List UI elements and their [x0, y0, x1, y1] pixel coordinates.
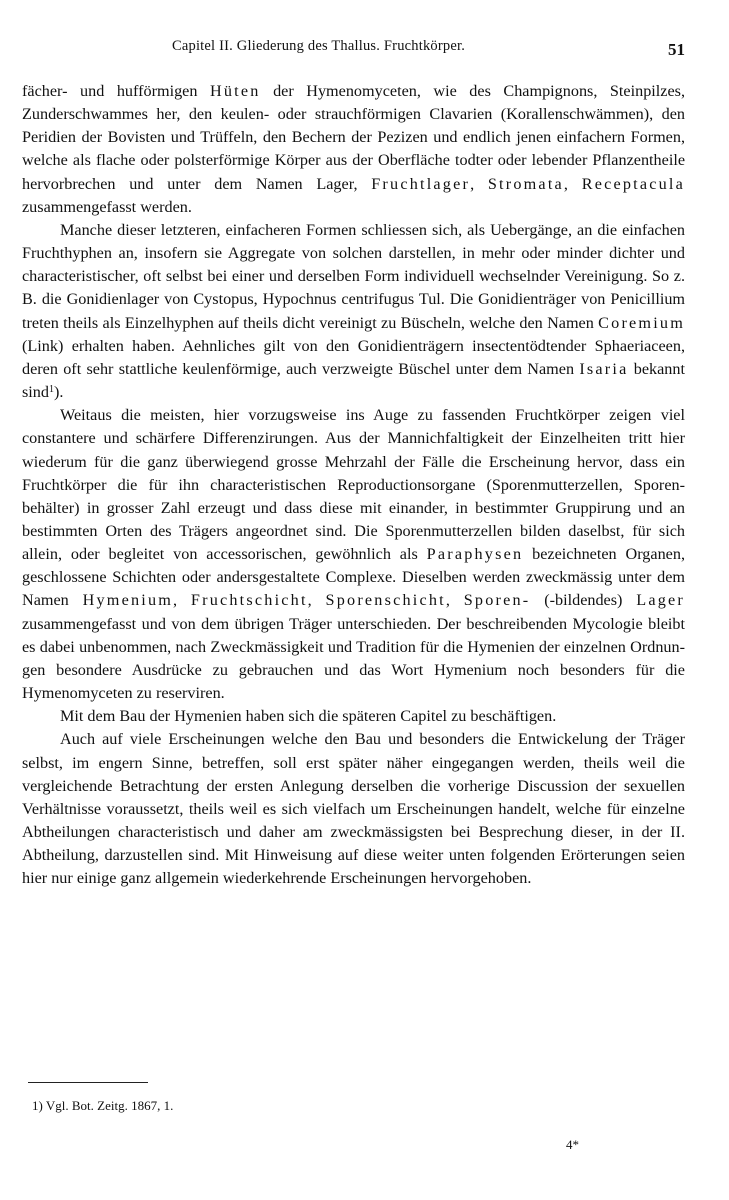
spaced-term: Isaria [579, 359, 629, 378]
text-run: Mit dem Bau der Hymenien haben sich die späteren Capitel zu beschäftigen. [60, 707, 557, 726]
spaced-term: Coremium [598, 313, 685, 332]
text-run: (-bildendes) [530, 591, 637, 610]
spaced-term: Fruchtschicht [190, 591, 308, 610]
text-run: , [563, 174, 582, 193]
paragraph-2 [22, 219, 685, 404]
spaced-term: Paraphysen [426, 545, 524, 564]
text-run: bezeichneten Organen, geschlossene Schichten oder andersgestaltete Complexe. Dieselben werden zweckmässig unter dem Namen [22, 545, 685, 610]
spaced-term: Receptacula [581, 174, 685, 193]
text-run: , [445, 591, 464, 610]
footnote-rule [28, 1082, 148, 1083]
text-run: Weitaus die meisten, hier vorzugsweise ins Auge zu fassenden Fruchtkörper zeigen viel constantere und schärfere Differenzirungen. Aus der Mannichfaltigkeit der Einzelheiten tritt hier wiederum für die ganz überwiegend grosse Mehrzahl der Fälle die Erscheinung hervor, dass ein Fruchtkörper die für ihn characteristischen Reproductionsorgane (Sporenmutterzellen, Sporenbehälter) in grosser Zahl erzeugt und dass diese mit einander, in bestimmter Gruppirung und an bestimmten Orten des Trägers angeordnet sind. Die Sporenmutterzellen bilden daselbst, für sich allein, oder begleitet von accessorischen, gewöhnlich als [22, 406, 685, 564]
text-run: , [307, 591, 326, 610]
text-run: Manche dieser letzteren, einfacheren Formen schliessen sich, als Uebergänge, an die einfachen Fruchthyphen an, insofern sie Aggregate von solchen darstellen, in mehr oder minder dichter und characteristischer, oft selbst bei einer und derselben Form individuell wechselnder Vereinigung. So z. B. die Gonidienlager von Cystopus, Hypochnus centrifugus Tul. Die Gonidienträger von Penicillium treten theils als Einzelhyphen auf theils dicht vereinigt zu Büscheln, welche den Namen [22, 220, 685, 332]
footnote-marker: 1) [32, 1098, 43, 1113]
text-run: der Hymenomyceten, wie des Champignons, Steinpilzes, Zunderschwammes her, den keulen- oder strauchförmigen Clavarien (Korallenschwämmen), den Peridien der Bovisten und Trüffeln, den Bechern der Pezizen und endlich jenen einfachern Formen, welche als flache oder polsterförmige Körper aus der Oberfläche todter oder lebender Pflanzentheile hervorbrechen und unter dem Namen Lager, [22, 82, 685, 193]
text-run: Auch auf viele Erscheinungen welche den Bau und besonders die Entwickelung der Träger selbst, im engern Sinne, betreffen, soll erst später näher eingegangen werden, theils weil die vergleichende Betrachtung der ersten Anlegung derselben die vorherige Discussion der sexuellen Verhältnisse voraussetzt, theils weil es sich vielfach um Erscheinungen handelt, welche für einzelne Abtheilungen characteristisch und daher am zweckmässigsten bei Besprechung dieser, in der II. Abtheilung, darzustellen sind. Mit Hinweisung auf diese weiter unten folgenden Erörterungen seien hier nur einige ganz allgemein wiederkehrende Erscheinungen hervorgehoben. [22, 730, 685, 888]
text-run: zusammengefasst werden. [22, 197, 192, 216]
body-text [22, 80, 685, 890]
text-run: ). [54, 383, 64, 402]
footnote [32, 1098, 173, 1114]
text-run: bekannt sind [22, 359, 685, 402]
paragraph-3 [22, 404, 685, 705]
paragraph-4 [22, 705, 685, 728]
spaced-term: Sporen- [463, 591, 531, 610]
spaced-term: Stromata [487, 174, 564, 193]
page-header [60, 38, 685, 62]
paragraph-5 [22, 728, 685, 890]
page-number: 51 [668, 40, 685, 59]
spaced-term: Sporenschicht [325, 591, 446, 610]
spaced-term: Hymenium [82, 591, 174, 610]
spaced-term: Hüten [209, 82, 261, 100]
spaced-term: Fruchtlager [371, 174, 471, 193]
spaced-term: Lager [636, 591, 686, 610]
text-run: (Link) erhalten haben. Aehnliches gilt von den Gonidienträgern insectentödtender Sphaeriaceen, deren oft sehr stattliche keulenförmige, auch verzweigte Büschel unter dem Namen [22, 336, 685, 378]
footnote-text: Vgl. Bot. Zeitg. 1867, 1. [45, 1098, 174, 1113]
running-title: Capitel II. Gliederung des Thallus. Fruchtkörper. [172, 38, 466, 54]
text-run: , [470, 174, 488, 193]
sheet-signature: 4* [566, 1137, 579, 1152]
paragraph-1 [22, 80, 685, 219]
text-run: fächer- und hufförmigen [22, 82, 210, 100]
text-run: , [173, 591, 191, 610]
footnote-reference: 1 [49, 384, 54, 396]
text-run: zusammengefasst und von dem übrigen Träger unterschieden. Der beschreibenden Mycologie bleibt es dabei unbenommen, nach Zweckmässigkeit und Tradition für die Hymenien der einzelnen Ordnungen besondere Ausdrücke zu gebrauchen und das Wort Hymenium noch besonders für die Hymenomyceten zu reserviren. [22, 614, 685, 703]
